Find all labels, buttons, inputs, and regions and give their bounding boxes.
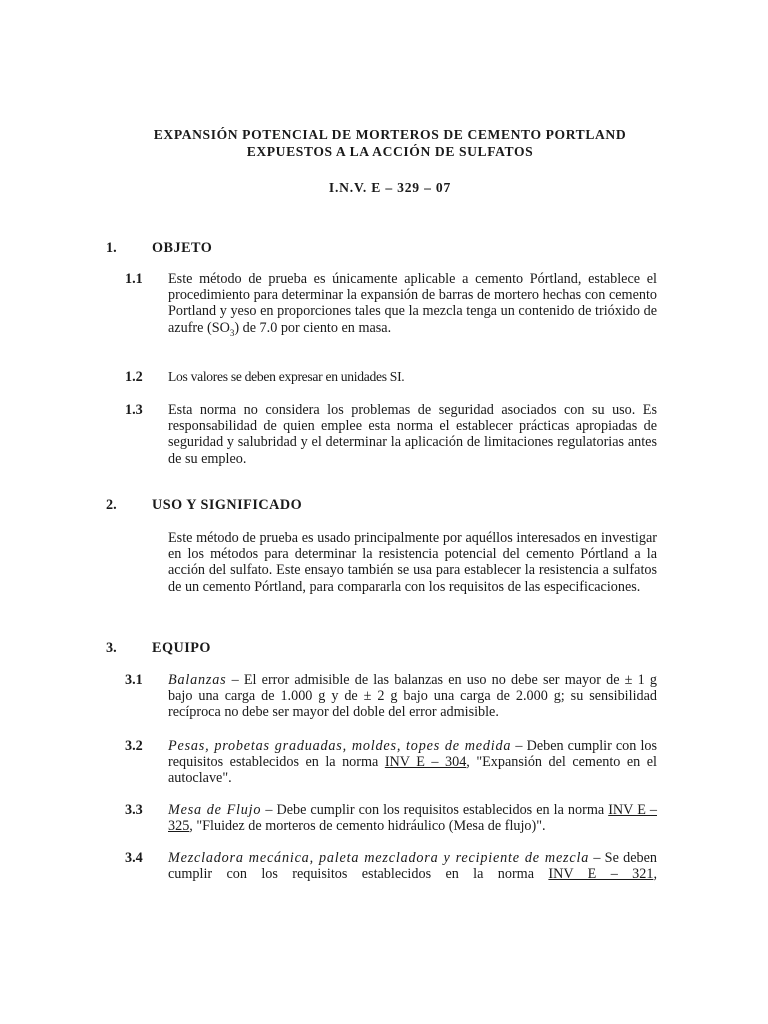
- item-3-4-number: 3.4: [125, 850, 143, 866]
- title-line-2: EXPUESTOS A LA ACCIÓN DE SULFATOS: [246, 144, 534, 159]
- item-1-2-number: 1.2: [125, 369, 143, 385]
- reference-inv-e-325: INV E – 325: [168, 802, 657, 835]
- section-2-title: USO Y SIGNIFICADO: [152, 497, 303, 513]
- item-1-1-text: Este método de prueba es únicamente aplicable a cemento Pórtland, establece el procedimiento para determinar la expansión de barras de mortero hechas con cemento Portland y yeso en proporciones tales que la mezcla tenga un contenido de trióxido de azufre $(SO_3)$ de 7.0 por ciento en masa.: [168, 271, 657, 338]
- standard-code: I.N.V. E – 329 – 07: [328, 180, 452, 195]
- section-2-text: Este método de prueba es usado principalmente por aquéllos interesados en investigar en los métodos para determinar la resistencia potencial del cemento Pórtland a la acción del sulfato. Este ensayo también se usa para establecer la resistencia a sulfatos de un cemento Pórtland, para compararla con los requisitos de las especificaciones.: [168, 530, 657, 595]
- document-title: [100, 126, 680, 160]
- section-3-title: EQUIPO: [152, 640, 211, 656]
- item-3-3-text: Mesa de Flujo – Debe cumplir con los requisitos establecidos en la norma INV E – 325, "Fluidez de morteros de cemento hidráulico (Mesa de flujo)".: [168, 802, 657, 835]
- section-1-title: OBJETO: [152, 240, 213, 256]
- section-3-number: 3.: [106, 640, 117, 656]
- item-1-3-number: 1.3: [125, 402, 143, 418]
- reference-inv-e-304: INV E – 304: [384, 754, 467, 771]
- item-3-2-text: Pesas, probetas graduadas, moldes, topes de medida – Deben cumplir con los requisitos establecidos en la norma INV E – 304, "Expansión del cemento en el autoclave".: [168, 738, 657, 787]
- title-line-1: EXPANSIÓN POTENCIAL DE MORTEROS DE CEMENTO PORTLAND: [153, 127, 627, 142]
- subscript-3: 3: [229, 327, 235, 338]
- section-1-number: 1.: [106, 240, 117, 256]
- reference-inv-e-321: INV E – 321: [548, 866, 654, 883]
- item-3-1-text: Balanzas – El error admisible de las balanzas en uso no debe ser mayor de ± 1 g bajo una carga de 1.000 g y de ± 2 g bajo una carga de 2.000 g; su sensibilidad recíproca no debe ser mayor del doble del error admisible.: [168, 672, 657, 721]
- item-3-2-number: 3.2: [125, 738, 143, 754]
- section-2-number: 2.: [106, 497, 117, 513]
- item-1-3-text: Esta norma no considera los problemas de seguridad asociados con su uso. Es responsabilidad de quien emplee esta norma el establecer prácticas apropiadas de seguridad y salubridad y el determinar la aplicación de limitaciones regulatorias antes de su empleo.: [168, 402, 657, 467]
- item-1-2-text: Los valores se deben expresar en unidades SI.: [168, 369, 405, 384]
- item-3-3-number: 3.3: [125, 802, 143, 818]
- item-1-1-number: 1.1: [125, 271, 143, 287]
- item-3-1-number: 3.1: [125, 672, 143, 688]
- item-3-4-text: Mezcladora mecánica, paleta mezcladora y recipiente de mezcla – Se deben cumplir con los requisitos establecidos en la norma INV E – 321,: [168, 850, 657, 883]
